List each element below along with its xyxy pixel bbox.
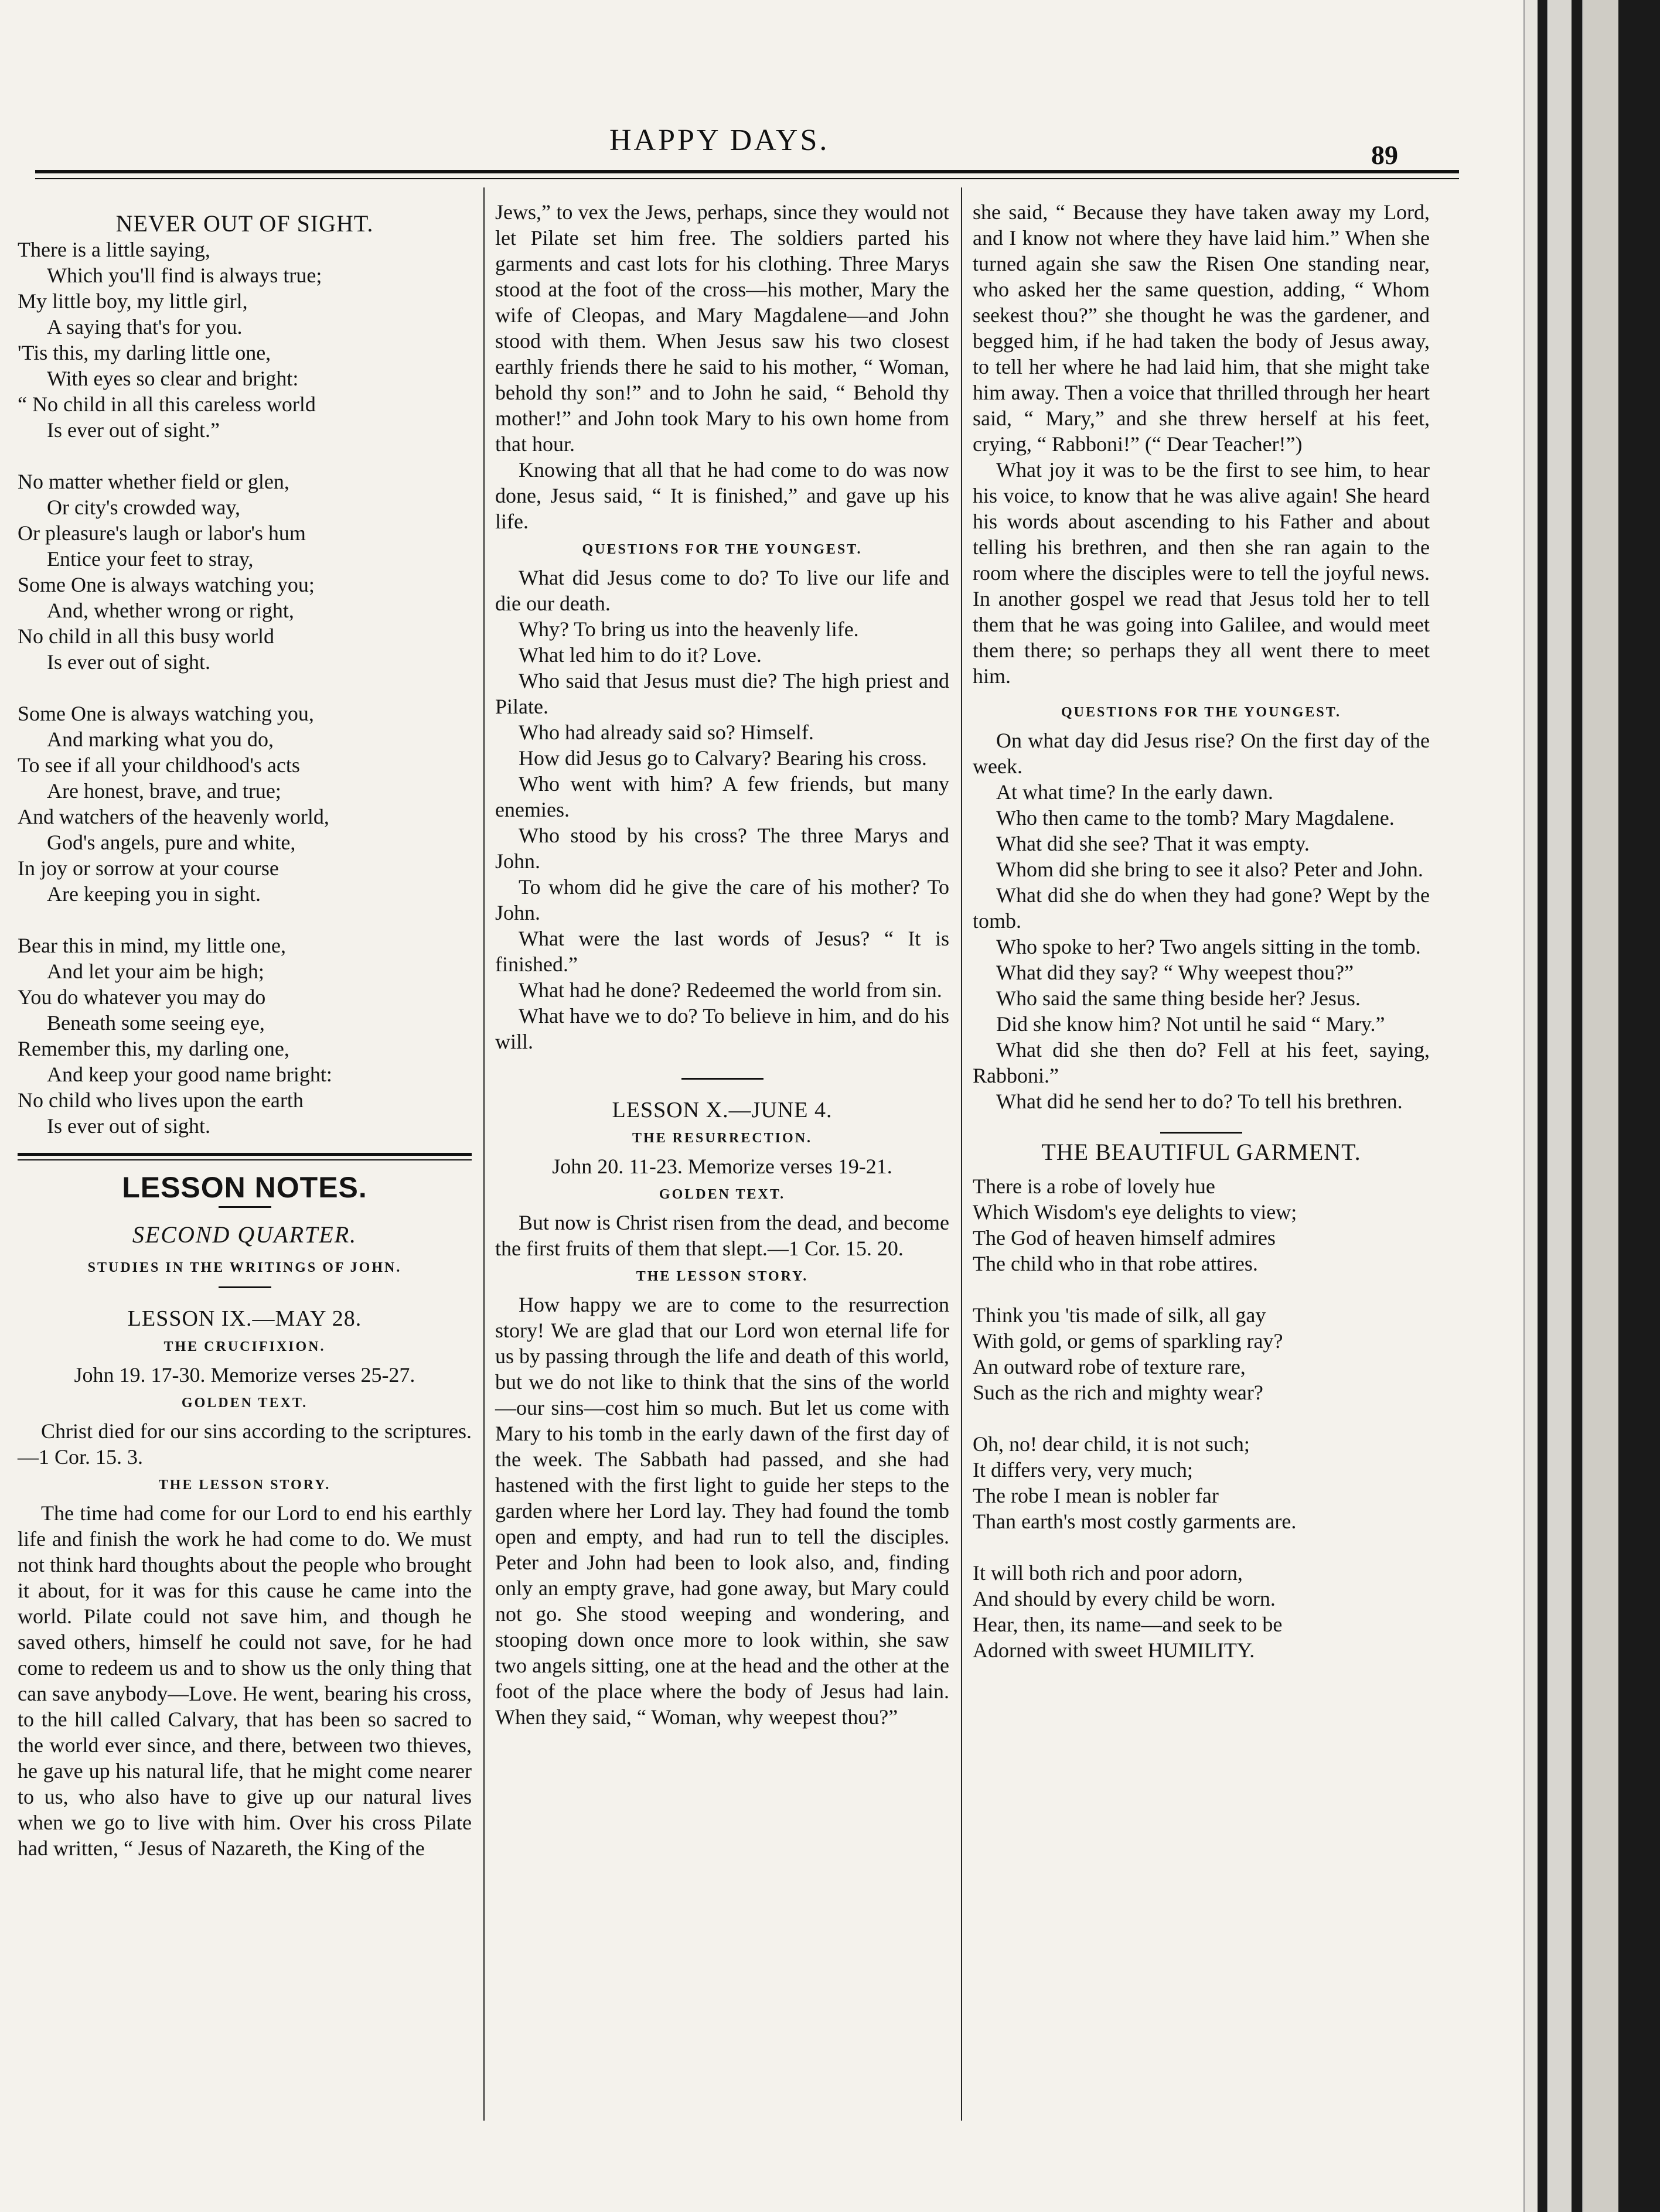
golden-text: Christ died for our sins according to the scriptures.—1 Cor. 15. 3. [18,1419,472,1469]
question-answer: Who spoke to her? Two angels sitting in the tomb. [996,935,1421,958]
poem-line: In joy or sorrow at your course [18,856,279,880]
poem-stanza [973,1302,1430,1405]
story-continued: she said, “ Because they have taken away my Lord, and I know not where they have laid him.” When she turned again she saw the Risen One standing near, who asked her the same question, adding, “ Whom seekest thou?” she thought he was the gardener, and begged him, if he had taken the body of Jesus away, to tell her where he had laid him, that she might take him away. Then a voice that thrilled through her heart said, “ Mary,” and she threw herself at his feet, crying, “ Rabboni!” (“ Dear Teacher!”) [973,200,1430,456]
poem-stanza [18,933,472,1139]
question-answer: Whom did she bring to see it also? Peter and John. [996,858,1423,881]
poem-stanza [973,1431,1430,1534]
header-rule-thin [35,178,1459,179]
poem-stanza [18,469,472,675]
poem-line: Which Wisdom's eye delights to view; [973,1200,1297,1224]
poem-line: And should by every child be worn. [973,1587,1276,1610]
question-answer: What did they say? “ Why weepest thou?” [996,961,1354,984]
poem-line: The robe I mean is nobler far [973,1484,1219,1507]
lesson-reference: John 19. 17-30. Memorize verses 25-27. [74,1363,415,1387]
lesson-subject: THE RESURRECTION. [632,1131,813,1146]
poem-line: Bear this in mind, my little one, [18,934,286,957]
questions-heading: QUESTIONS FOR THE YOUNGEST. [582,542,863,557]
page-number: 89 [1371,140,1398,170]
poem-line: No child who lives upon the earth [18,1088,304,1112]
poem-line: Some One is always watching you, [18,702,314,725]
lesson-title: LESSON X.—JUNE 4. [612,1098,833,1122]
section-rule-thin [18,1159,472,1160]
poem-line: The child who in that robe attires. [973,1252,1258,1275]
question-answer: What had he done? Redeemed the world from sin. [519,978,942,1002]
poem-line: There is a robe of lovely hue [973,1175,1215,1198]
poem-line: No matter whether field or glen, [18,470,289,493]
poem-stanza [973,1560,1430,1663]
question-answer: What did Jesus come to do? To live our life and die our death. [495,566,949,615]
question-answer: What did she see? That it was empty. [996,832,1310,855]
masthead-title: HAPPY DAYS. [609,124,830,157]
short-rule [681,1078,763,1080]
lesson-story-heading: THE LESSON STORY. [158,1477,331,1493]
poem-line: God's angels, pure and white, [47,831,296,854]
story-paragraph: What joy it was to be the first to see him, to hear his voice, to know that he was alive again! She heard his words about ascending to his Father and about telling his brethren, and then she ran again to the room where the disciples were to tell the joyful news. In another gospel we read that Jesus told her to tell them that he was going into Galilee, and would meet them there; so perhaps they all went there to meet him. [973,458,1430,688]
poem-line: Or city's crowded way, [47,496,241,519]
lesson-story: How happy we are to come to the resurrection story! We are glad that our Lord won eternal life for us by passing through the life and death of this world, but we do not like to think that the sins of the world—our sins—cost him so much. But let us come with Mary to his tomb in the early dawn of the first day of the week. The Sabbath had passed, and she had hastened with the first light to guide her steps to the garden where her Lord lay. They had found the tomb open and empty, and had run to tell the disciples. Peter and John had been to look also, and, finding only an empty grave, had gone away, but Mary could not go. She stood weeping and wondering, and stooping down once more to look within, she saw two angels sitting, one at the head and the other at the foot of the place where the body of Jesus had lain. When they said, “ Woman, why weepest thou?” [495,1293,949,1729]
section-rule [18,1153,472,1156]
poem-line: It will both rich and poor adorn, [973,1561,1243,1585]
poem-line: With gold, or gems of sparkling ray? [973,1329,1283,1353]
short-rule [219,1286,271,1288]
question-answer: Who had already said so? Himself. [519,721,814,744]
question-answer: Who then came to the tomb? Mary Magdalene. [996,806,1395,830]
poem-line: And watchers of the heavenly world, [18,805,329,828]
poem-never-out-of-sight [18,237,472,1139]
golden-text: But now is Christ risen from the dead, and become the first fruits of them that slept.—1 Cor. 15. 20. [495,1211,949,1260]
poem-stanza [18,237,472,443]
lesson-title: LESSON IX.—MAY 28. [127,1306,362,1331]
poem-line: Oh, no! dear child, it is not such; [973,1432,1250,1456]
poem-line: Is ever out of sight.” [47,418,220,442]
column-divider-1 [483,187,485,2121]
column-divider-2 [961,187,962,2121]
column-2 [495,199,949,1730]
quarter-heading: SECOND QUARTER. [132,1221,357,1248]
poem-stanza [18,701,472,907]
poem-line: The God of heaven himself admires [973,1226,1276,1250]
header-rule [35,170,1459,173]
poem-line: “ No child in all this careless world [18,392,316,416]
story-continued: Jews,” to vex the Jews, perhaps, since they would not let Pilate set him free. The soldiers parted his garments and cast lots for his clothing. Three Marys stood at the foot of the cross—his mother, Mary the wife of Cleopas, and Mary Magdalene—and John stood with them. When Jesus saw his two closest earthly friends there he said to his mother, “ Woman, behold thy son!” and to John he said, “ Behold thy mother!” and John took Mary to his own home from that hour. [495,200,949,456]
golden-text-heading: GOLDEN TEXT. [659,1187,786,1202]
poem-stanza [973,1173,1430,1276]
poem-line: Hear, then, its name—and seek to be [973,1613,1283,1636]
column-3 [973,199,1430,1689]
poem-line: Remember this, my darling one, [18,1037,289,1060]
golden-text-heading: GOLDEN TEXT. [181,1395,308,1411]
poem-line: Beneath some seeing eye, [47,1011,265,1035]
poem-line: Than earth's most costly garments are. [973,1510,1297,1533]
question-answer: What were the last words of Jesus? “ It is finished.” [495,927,949,976]
poem-line: Are keeping you in sight. [47,882,261,906]
poem-line: 'Tis this, my darling little one, [18,341,271,364]
questions-list [973,728,1430,1114]
poem-line: Entice your feet to stray, [47,547,254,571]
poem-line: No child in all this busy world [18,624,274,648]
poem-line: And let your aim be high; [47,960,264,983]
question-answer: What did she do when they had gone? Wept by the tomb. [973,883,1430,933]
poem-line: My little boy, my little girl, [18,289,248,313]
lesson-story-heading: THE LESSON STORY. [636,1269,809,1284]
lesson-reference: John 20. 11-23. Memorize verses 19-21. [552,1155,892,1178]
page-edge [1547,0,1572,2212]
poem-line: Adorned with sweet HUMILITY. [973,1638,1255,1662]
poem-line: It differs very, very much; [973,1458,1193,1482]
poem-line: Are honest, brave, and true; [47,779,281,803]
poem-line: Is ever out of sight. [47,650,210,674]
poem-line: A saying that's for you. [47,315,243,339]
question-answer: Who said that Jesus must die? The high priest and Pilate. [495,669,949,718]
question-answer: How did Jesus go to Calvary? Bearing his cross. [519,746,927,770]
poem-title: NEVER OUT OF SIGHT. [115,210,374,237]
story-paragraph: Knowing that all that he had come to do was now done, Jesus said, “ It is finished,” and gave up his life. [495,458,949,533]
short-rule [1160,1132,1242,1134]
poem-line: There is a little saying, [18,238,210,261]
lesson-story: The time had come for our Lord to end his earthly life and finish the work he had come to do. We must not think hard thoughts about the people who brought it about, for it was for this cause he came into the world. Pilate could not save him, and though he saved others, himself he could not save, for he had come to redeem us and to show us the only thing that can save anybody—Love. He went, bearing his cross, to the hill called Calvary, that has been so sacred to the world ever since, and there, between two thieves, he gave up his natural life, that he might come nearer to us, who also have to give up our natural lives when we go to live with him. Over his cross Pilate had written, “ Jesus of Nazareth, the King of the [18,1501,472,1860]
poem-line: And keep your good name bright: [47,1063,332,1086]
poem-line: You do whatever you may do [18,985,266,1009]
questions-heading: QUESTIONS FOR THE YOUNGEST. [1061,705,1341,720]
question-answer: Who went with him? A few friends, but many enemies. [495,772,949,821]
poem-line: Some One is always watching you; [18,573,315,596]
question-answer: What led him to do it? Love. [519,643,762,667]
question-answer: Why? To bring us into the heavenly life. [519,617,859,641]
poem-beautiful-garment [973,1173,1430,1663]
page-edge [1582,0,1618,2212]
page-edge [1523,0,1538,2212]
poem-line: With eyes so clear and bright: [47,367,299,390]
short-rule [219,1206,271,1208]
question-answer: At what time? In the early dawn. [996,780,1273,804]
questions-list [495,565,949,1054]
lesson-notes-heading: LESSON NOTES. [122,1171,367,1204]
studies-subheading: STUDIES IN THE WRITINGS OF JOHN. [87,1260,402,1275]
question-answer: Did she know him? Not until he said “ Mary.” [996,1012,1385,1036]
question-answer: To whom did he give the care of his mother? To John. [495,875,949,924]
poem-line: Which you'll find is always true; [47,264,322,287]
column-1 [18,199,472,1861]
question-answer: What did he send her to do? To tell his brethren. [996,1090,1403,1113]
poem-line: An outward robe of texture rare, [973,1355,1246,1378]
question-answer: What did she then do? Fell at his feet, saying, Rabboni.” [973,1038,1430,1087]
question-answer: On what day did Jesus rise? On the first day of the week. [973,729,1430,778]
poem-line: And, whether wrong or right, [47,599,294,622]
poem-title: THE BEAUTIFUL GARMENT. [1041,1139,1361,1165]
poem-line: And marking what you do, [47,728,274,751]
poem-line: To see if all your childhood's acts [18,753,300,777]
poem-line: Such as the rich and mighty wear? [973,1381,1263,1404]
poem-line: Is ever out of sight. [47,1114,210,1138]
poem-line: Or pleasure's laugh or labor's hum [18,521,306,545]
poem-line: Think you 'tis made of silk, all gay [973,1303,1266,1327]
question-answer: Who said the same thing beside her? Jesus. [996,986,1361,1010]
lesson-subject: THE CRUCIFIXION. [163,1339,326,1354]
question-answer: What have we to do? To believe in him, and do his will. [495,1004,949,1053]
question-answer: Who stood by his cross? The three Marys and John. [495,824,949,873]
